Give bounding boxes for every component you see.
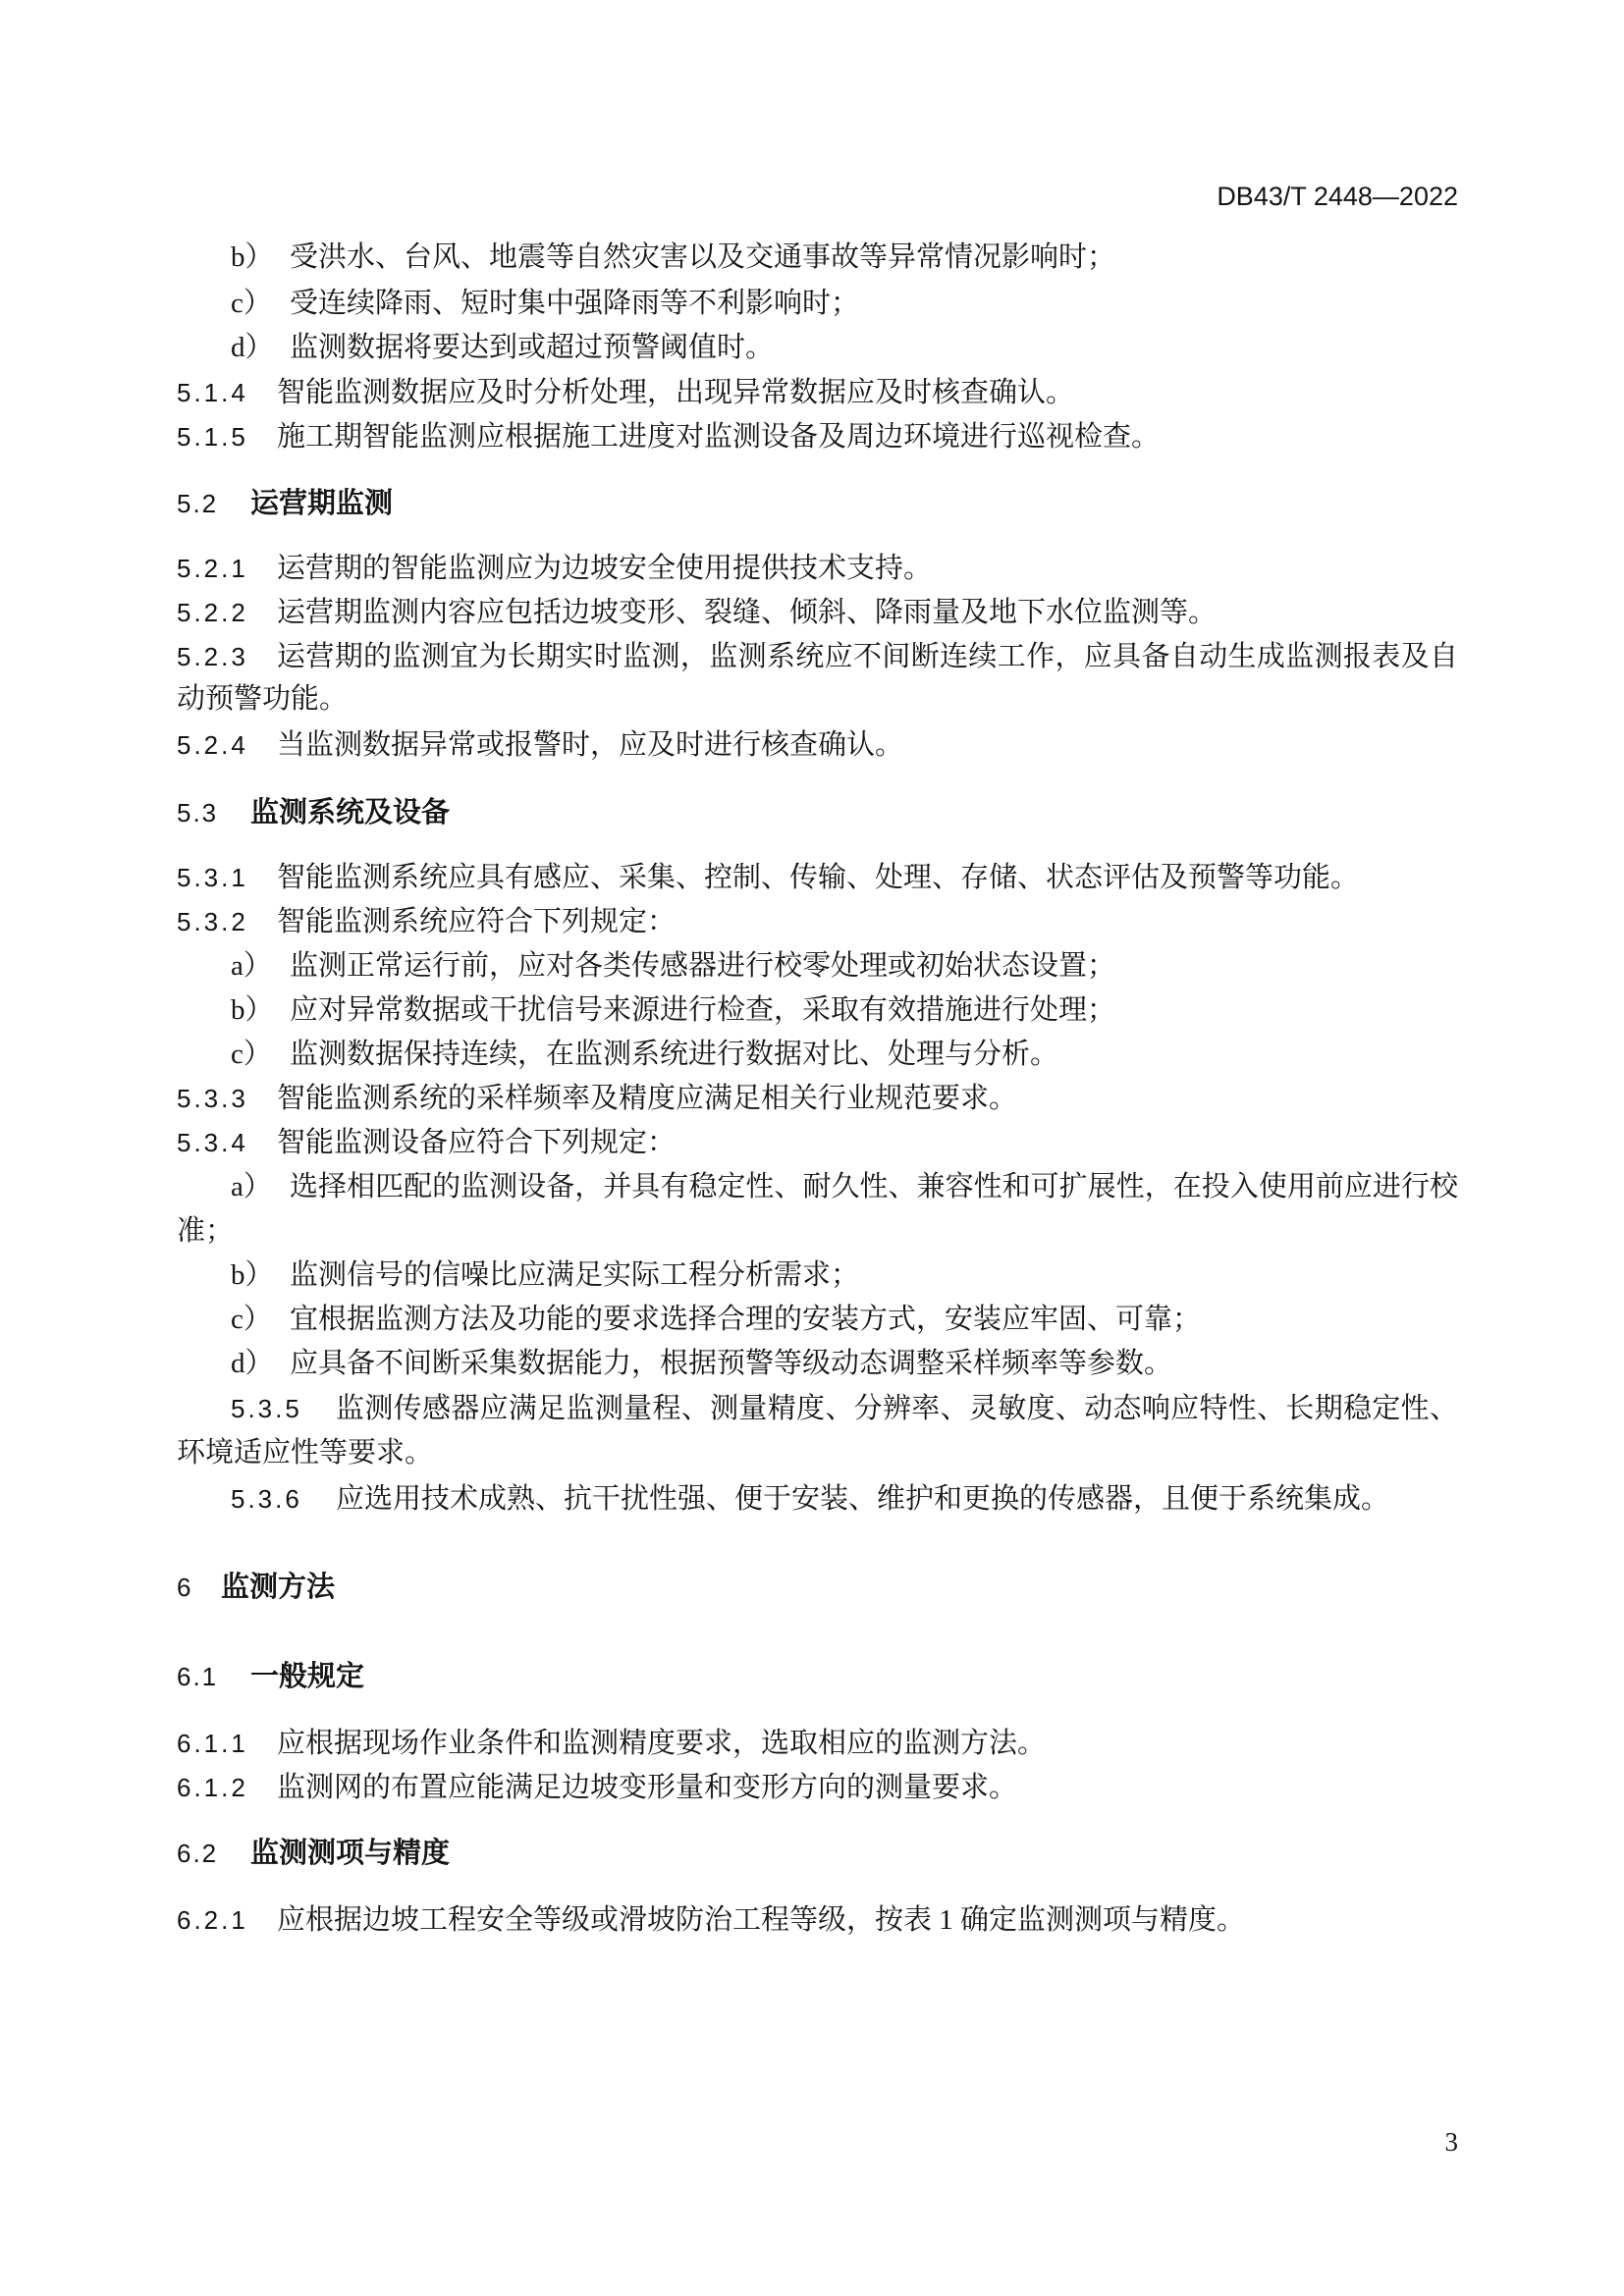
section-heading-title: 监测系统及设备 bbox=[250, 797, 451, 828]
list-item-label: b） bbox=[231, 994, 274, 1026]
list-item-label: d） bbox=[231, 332, 274, 363]
list-item-text: 选择相匹配的监测设备，并具有稳定性、耐久性、兼容性和可扩展性，在投入使用前应进行校 bbox=[290, 1171, 1458, 1202]
clause-text: 运营期的监测宜为长期实时监测，监测系统应不间断连续工作，应具备自动生成监测报表及自 bbox=[277, 641, 1458, 672]
section-heading-title: 运营期监测 bbox=[250, 488, 394, 519]
section-heading-number: 6.1 bbox=[177, 1662, 219, 1691]
clause-text: 运营期的智能监测应为边坡安全使用提供技术支持。 bbox=[277, 553, 933, 584]
section-heading-number: 5.2 bbox=[177, 489, 219, 518]
list-item-text: 监测信号的信噪比应满足实际工程分析需求； bbox=[290, 1259, 860, 1291]
clause-number: 5.1.4 bbox=[177, 378, 248, 407]
list-item-text: 受洪水、台风、地震等自然灾害以及交通事故等异常情况影响时； bbox=[290, 241, 1116, 273]
list-item-label: a） bbox=[231, 1171, 272, 1202]
clause-number: 6.2.1 bbox=[177, 1905, 248, 1935]
clause-number: 5.3.6 bbox=[231, 1484, 302, 1514]
list-item-label: a） bbox=[231, 950, 272, 982]
clause-text: 应选用技术成熟、抗干扰性强、便于安装、维护和更换的传感器，且便于系统集成。 bbox=[336, 1483, 1390, 1515]
clause-text: 施工期智能监测应根据施工进度对监测设备及周边环境进行巡视检查。 bbox=[277, 421, 1161, 453]
clause-number: 5.3.5 bbox=[231, 1394, 302, 1423]
clause-text: 监测网的布置应能满足边坡变形量和变形方向的测量要求。 bbox=[277, 1772, 1018, 1803]
clause-number: 5.2.1 bbox=[177, 554, 248, 583]
clause-text: 应根据现场作业条件和监测精度要求，选取相应的监测方法。 bbox=[277, 1728, 1047, 1759]
list-item-text-continuation: 准； bbox=[177, 1215, 235, 1247]
list-item-label: c） bbox=[231, 1039, 272, 1070]
clause-text: 智能监测设备应符合下列规定： bbox=[277, 1127, 677, 1158]
clause-number: 5.2.4 bbox=[177, 730, 248, 760]
list-item-text: 监测数据将要达到或超过预警阈值时。 bbox=[290, 332, 775, 363]
page-number: 3 bbox=[1444, 2127, 1458, 2157]
list-item-text: 受连续降雨、短时集中强降雨等不利影响时； bbox=[290, 288, 860, 319]
list-item-text: 应对异常数据或干扰信号来源进行检查，采取有效措施进行处理； bbox=[290, 994, 1116, 1026]
list-item-label: c） bbox=[231, 1304, 272, 1335]
clause-number: 5.3.3 bbox=[177, 1084, 248, 1113]
clause-text: 智能监测系统的采样频率及精度应满足相关行业规范要求。 bbox=[277, 1083, 1018, 1114]
list-item-label: d） bbox=[231, 1348, 274, 1379]
clause-text: 当监测数据异常或报警时，应及时进行核查确认。 bbox=[277, 729, 904, 761]
list-item-label: c） bbox=[231, 288, 272, 319]
clause-number: 5.2.2 bbox=[177, 598, 248, 627]
list-item-label: b） bbox=[231, 241, 274, 273]
clause-number: 5.3.1 bbox=[177, 863, 248, 892]
chapter-heading-number: 6 bbox=[177, 1573, 193, 1602]
list-item-label: b） bbox=[231, 1259, 274, 1291]
clause-text: 监测传感器应满足监测量程、测量精度、分辨率、灵敏度、动态响应特性、长期稳定性、 bbox=[336, 1393, 1458, 1424]
clause-text: 应根据边坡工程安全等级或滑坡防治工程等级，按表 1 确定监测测项与精度。 bbox=[277, 1904, 1246, 1936]
chapter-heading-title: 监测方法 bbox=[221, 1572, 336, 1603]
clause-text-continuation: 环境适应性等要求。 bbox=[177, 1437, 434, 1468]
clause-text-continuation: 动预警功能。 bbox=[177, 683, 349, 715]
clause-number: 5.1.5 bbox=[177, 422, 248, 452]
section-heading-title: 一般规定 bbox=[250, 1661, 365, 1692]
list-item-text: 监测正常运行前，应对各类传感器进行校零处理或初始状态设置； bbox=[290, 950, 1116, 982]
clause-number: 6.1.2 bbox=[177, 1773, 248, 1802]
standard-code: DB43/T 2448—2022 bbox=[1217, 182, 1458, 211]
list-item-text: 应具备不间断采集数据能力，根据预警等级动态调整采样频率等参数。 bbox=[290, 1348, 1173, 1379]
section-heading-title: 监测测项与精度 bbox=[250, 1838, 451, 1869]
list-item-text: 宜根据监测方法及功能的要求选择合理的安装方式，安装应牢固、可靠； bbox=[290, 1304, 1202, 1335]
clause-number: 5.2.3 bbox=[177, 642, 248, 671]
clause-text: 智能监测系统应具有感应、采集、控制、传输、处理、存储、状态评估及预警等功能。 bbox=[277, 862, 1360, 893]
clause-number: 6.1.1 bbox=[177, 1729, 248, 1758]
clause-number: 5.3.2 bbox=[177, 907, 248, 936]
clause-text: 智能监测系统应符合下列规定： bbox=[277, 906, 677, 937]
section-heading-number: 6.2 bbox=[177, 1839, 219, 1868]
clause-text: 运营期监测内容应包括边坡变形、裂缝、倾斜、降雨量及地下水位监测等。 bbox=[277, 597, 1218, 628]
clause-number: 5.3.4 bbox=[177, 1128, 248, 1157]
clause-text: 智能监测数据应及时分析处理，出现异常数据应及时核查确认。 bbox=[277, 377, 1075, 408]
section-heading-number: 5.3 bbox=[177, 798, 219, 828]
list-item-text: 监测数据保持连续，在监测系统进行数据对比、处理与分析。 bbox=[290, 1039, 1059, 1070]
